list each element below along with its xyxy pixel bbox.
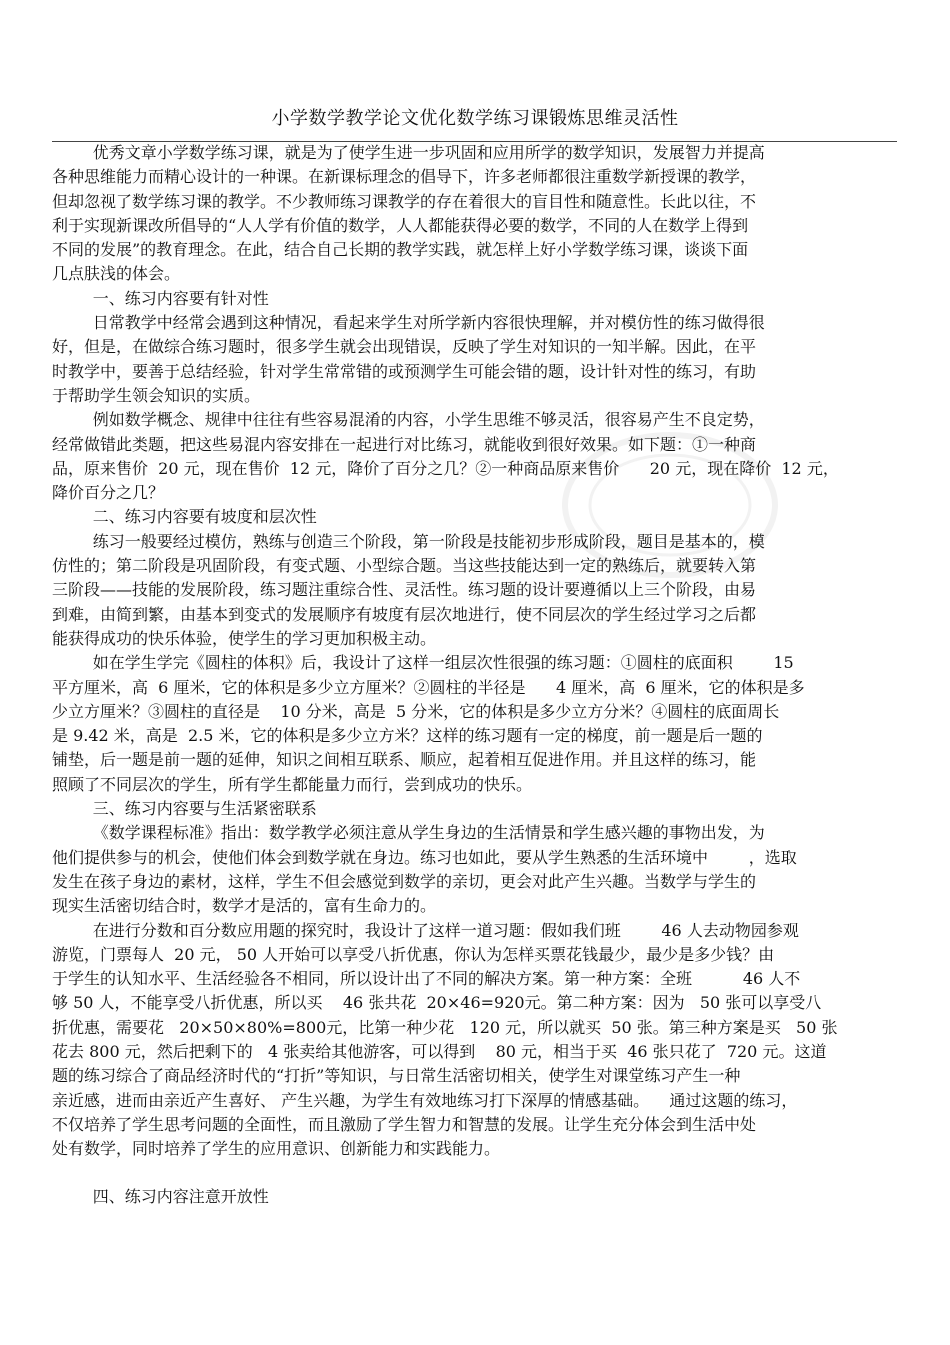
- text-line: 处有数学，同时培养了学生的应用意识、创新能力和实践能力。: [52, 1139, 501, 1159]
- text-line: 练习一般要经过模仿，熟练与创造三个阶段，第一阶段是技能初步形成阶段，题目是基本的，模: [52, 531, 765, 551]
- text-line: 花去 800 元，然后把剩下的 4 张卖给其他游客，可以得到 80 元，相当于买 46 张只花了 720 元。这道: [52, 1041, 827, 1061]
- text-line: 如在学生学完《圆柱的体积》后，我设计了这样一组层次性很强的练习题：①圆柱的底面积 15: [52, 653, 794, 673]
- text-line: 少立方厘米？③圆柱的直径是 10 分米，高是 5 分米，它的体积是多少立方分米？④圆柱的底面周长: [52, 701, 780, 721]
- paragraph: [52, 287, 897, 311]
- paragraph: [52, 797, 897, 821]
- text-line: 折优惠，需要花 20×50×80%=800元，比第一种少花 120 元，所以就买 50 张。第三种方案是买 50 张: [52, 1017, 838, 1037]
- text-line: 于帮助学生领会知识的实质。: [52, 385, 261, 405]
- text-line: 发生在孩子身边的素材，这样，学生不但会感觉到数学的亲切，更会对此产生兴趣。当数学与学生的: [52, 871, 757, 891]
- text-line: 不同的发展”的教育理念。在此，结合自己长期的教学实践，就怎样上好小学数学练习课，谈谈下面: [52, 240, 749, 260]
- text-line: 三、练习内容要与生活紧密联系: [52, 799, 317, 819]
- text-line: 几点肤浅的体会。: [52, 264, 181, 284]
- text-line: 于学生的认知水平、生活经验各不相同，所以设计出了不同的解决方案。第一种方案：全班 46 人不: [52, 969, 801, 989]
- text-line: 能获得成功的快乐体验，使学生的学习更加积极主动。: [52, 628, 437, 648]
- text-line: 他们提供参与的机会，使他们体会到数学就在身边。练习也如此，要从学生熟悉的生活环境中 ，选取: [52, 847, 797, 867]
- text-line: 一、练习内容要有针对性: [52, 288, 269, 308]
- text-line: 是 9.42 米，高是 2.5 米，它的体积是多少立方米？这样的练习题有一定的梯度，前一题是后一题的: [52, 726, 763, 746]
- text-line: 铺垫，后一题是前一题的延伸，知识之间相互联系、顺应，起着相互促进作用。并且这样的练习，能: [52, 750, 757, 770]
- text-line: 不仅培养了学生思考问题的全面性，而且激励了学生智力和智慧的发展。让学生充分体会到生活中处: [52, 1114, 757, 1134]
- paragraph: [52, 408, 897, 505]
- document-title: 小学数学教学论文优化数学练习课锻炼思维灵活性: [271, 108, 679, 129]
- paragraph: [52, 821, 897, 918]
- text-line: 仿性的；第二阶段是巩固阶段，有变式题、小型综合题。当这些技能达到一定的熟练后，就要转入第: [52, 556, 757, 576]
- text-line: 二、练习内容要有坡度和层次性: [52, 507, 317, 527]
- text-line: 四、练习内容注意开放性: [52, 1187, 269, 1207]
- document-body: [52, 141, 897, 1210]
- text-line: 但却忽视了数学练习课的教学。不少教师练习课教学的存在着很大的盲目性和随意性。长此以往，不: [52, 191, 757, 211]
- text-line: 照顾了不同层次的学生，所有学生都能量力而行，尝到成功的快乐。: [52, 774, 533, 794]
- text-line: 经常做错此类题，把这些易混内容安排在一起进行对比练习，就能收到很好效果。如下题：①一种商: [52, 434, 757, 454]
- text-line: 品，原来售价 20 元，现在售价 12 元，降价了百分之几？②一种商品原来售价 20 元，现在降价 12 元，: [52, 458, 839, 478]
- paragraph: [52, 530, 897, 651]
- paragraph: [52, 311, 897, 408]
- text-line: 优秀文章小学数学练习课，就是为了使学生进一步巩固和应用所学的数学知识，发展智力并提高: [52, 143, 765, 162]
- text-line: 时教学中，要善于总结经验，针对学生常常错的或预测学生可能会错的题，设计针对性的练习，有助: [52, 361, 757, 381]
- text-line: 日常教学中经常会遇到这种情况，看起来学生对所学新内容很快理解，并对模仿性的练习做得很: [52, 313, 765, 333]
- text-line: 题的练习综合了商品经济时代的“打折”等知识，与日常生活密切相关，使学生对课堂练习产生一种: [52, 1066, 741, 1086]
- text-line: 各种思维能力而精心设计的一种课。在新课标理念的倡导下，许多老师都很注重数学新授课的教学，: [52, 167, 757, 187]
- text-line: 好，但是，在做综合练习题时，很多学生就会出现错误，反映了学生对知识的一知半解。因此，在平: [52, 337, 757, 357]
- section-gap: [52, 1161, 897, 1185]
- text-line: 平方厘米，高 6 厘米，它的体积是多少立方厘米？②圆柱的半径是 4 厘米，高 6 厘米，它的体积是多: [52, 677, 805, 697]
- text-line: 《数学课程标准》指出：数学教学必须注意从学生身边的生活情景和学生感兴趣的事物出发，为: [52, 823, 765, 843]
- text-line: 利于实现新课改所倡导的“人人学有价值的数学，人人都能获得必要的数学，不同的人在数学上得到: [52, 215, 749, 235]
- text-line: 现实生活密切结合时，数学才是活的，富有生命力的。: [52, 896, 437, 916]
- paragraph: [52, 505, 897, 529]
- paragraph: [52, 141, 897, 287]
- text-line: 降价百分之几？: [52, 483, 165, 503]
- text-line: 够 50 人，不能享受八折优惠，所以买 46 张共花 20×46=920元。第二种方案：因为 50 张可以享受八: [52, 993, 822, 1013]
- text-line: 三阶段——技能的发展阶段，练习题注重综合性、灵活性。练习题的设计要遵循以上三个阶段，由易: [52, 580, 757, 600]
- paragraph: [52, 1185, 897, 1209]
- paragraph: [52, 651, 897, 797]
- text-line: 到难，由简到繁，由基本到变式的发展顺序有坡度有层次地进行，使不同层次的学生经过学习之后都: [52, 604, 757, 624]
- text-line: 在进行分数和百分数应用题的探究时，我设计了这样一道习题：假如我们班 46 人去动物园参观: [52, 920, 799, 940]
- paragraph: [52, 919, 897, 1162]
- text-line: 游览，门票每人 20 元， 50 人开始可以享受八折优惠，你认为怎样买票花钱最少，最少是多少钱？由: [52, 944, 775, 964]
- text-line: 例如数学概念、规律中往往有些容易混淆的内容，小学生思维不够灵活，很容易产生不良定势，: [52, 410, 765, 430]
- text-line: 亲近感，进而由亲近产生喜好、 产生兴趣，为学生有效地练习打下深厚的情感基础。 通过这题的练习，: [52, 1090, 798, 1110]
